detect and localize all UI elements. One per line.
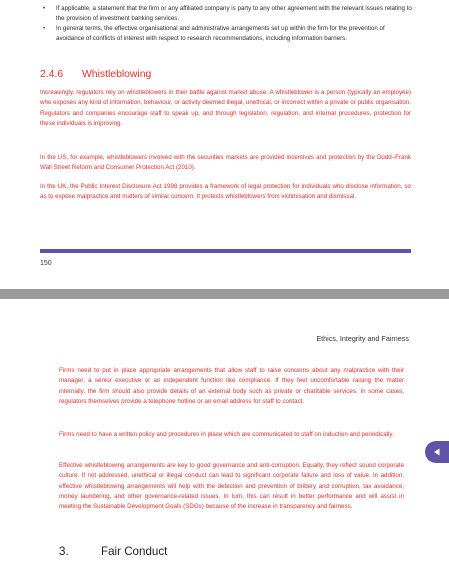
bullet-list (40, 4, 412, 44)
bullet-marker: • (43, 5, 46, 12)
section-title: Whistleblowing (82, 69, 152, 80)
paragraph: Effective whistleblowing arrangements are key to good governance and anti-corruption. Equally, they reflect sound corporate culture. If not addressed, unethical or illegal conduct can lead to significant corporate failure and loss of value. In addition, effective whistleblowing arrangements will help with the detection and prevention of bribery and corruption, tax avoidance, money laundering, and other governance-related issues. In turn, this can result in better performance and will assist in meeting the Sustainable Development Goals (SDGs) because of the increase in transparency and fairness. (59, 462, 404, 511)
paragraph: Firms need to put in place appropriate arrangements that allow staff to raise concerns about any malpractice with their manager, a senior executive or an independent function like compliance. If they feel uncomfortable raising the matter internally, the firm should also provide details of an external body such as private or charitable services. In some cases, regulators themselves provide a telephone hotline or an email address for staff to contact. (59, 367, 404, 405)
section-number: 2.4.6 (40, 69, 64, 80)
section-title: Fair Conduct (101, 545, 168, 558)
collapse-arrow-icon (431, 446, 443, 458)
paragraph: In the US, for example, whistleblowers involved with the securities markets are provided incentives and protection by the Dodd–Frank Wall Street Reform and Consumer Protection Act (2010). (40, 154, 411, 172)
running-header: Ethics, Integrity and Fairness (316, 334, 409, 343)
bullet-text: In general terms, the effective organisational and administrative arrangements set up within the firm for the prevention of avoidance of conflicts of interest with respect to research recommendations, including information barriers. (56, 25, 385, 42)
document-page-next (0, 299, 449, 571)
paragraph: Increasingly, regulators rely on whistleblowers in their battle against market abuse. A whistleblower is a person (typically an employee) who exposes any kind of information, behaviour, or activity deemed illegal, unethical, or incorrect within a private or public organisation. Regulators and companies encourage staff to speak up, and through legislation, regulation, and internal procedures, protection for these individuals is improving. (40, 89, 411, 128)
section-number: 3. (59, 545, 69, 558)
list-item (40, 4, 412, 23)
page-number: 150 (40, 260, 52, 267)
section-heading-fair-conduct (59, 545, 167, 558)
footer-rule (40, 249, 411, 253)
list-item (40, 24, 412, 43)
section-heading-whistleblowing (40, 69, 151, 80)
side-panel-toggle-button[interactable] (425, 441, 449, 463)
page-separator (0, 289, 449, 299)
paragraph: In the UK, the Public Interest Disclosure Act 1998 provides a framework of legal protection for individuals who disclose information, so as to expose malpractice and matters of similar concern. It protects whistleblowers from victimisation and dismissal. (40, 183, 411, 201)
paragraph: Firms need to have a written policy and procedures in place which are communicated to staff on induction and periodically. (59, 431, 394, 438)
bullet-text: If applicable, a statement that the firm or any affiliated company is party to any other agreement with the relevant issues relating to the provision of investment banking services. (56, 5, 412, 22)
bullet-marker: • (43, 25, 46, 33)
